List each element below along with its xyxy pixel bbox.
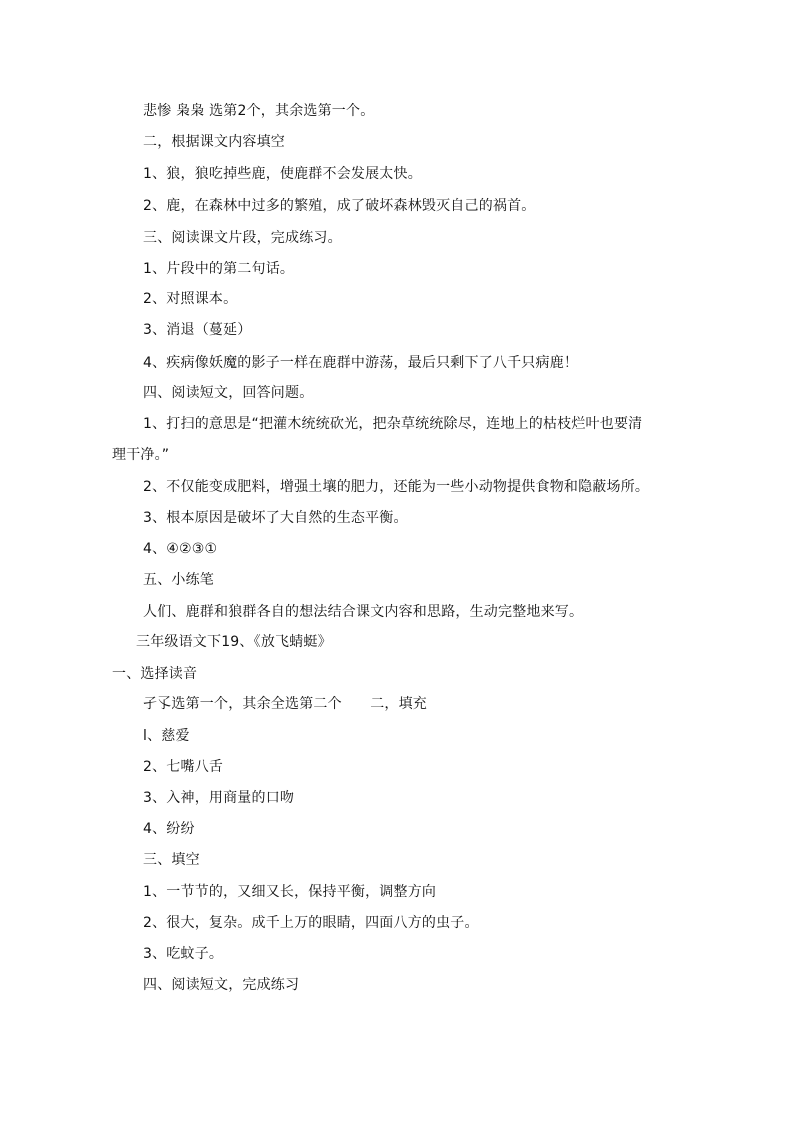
section-heading-2: 二，根据课文内容填空 xyxy=(143,134,285,150)
section-heading-1b: 一、选择读音 xyxy=(112,666,198,682)
answer-line-3-1: 1、片段中的第二句话。 xyxy=(143,261,295,277)
answer-line-4-2: 2、不仅能变成肥料，增强土壤的肥力，还能为一些小动物提供食物和隐蔽场所。 xyxy=(143,479,650,495)
answer-line-3b-2: 2、很大，复杂。成千上万的眼睛，四面八方的虫子。 xyxy=(143,915,479,931)
answer-line-3-4: 4、疾病像妖魔的影子一样在鹿群中游荡，最后只剩下了八千只病鹿！ xyxy=(143,355,579,371)
section-heading-4b: 四、阅读短文，完成练习 xyxy=(143,977,300,993)
section-heading-3b: 三、填空 xyxy=(143,852,200,868)
answer-line-3-2: 2、对照课本。 xyxy=(143,291,238,307)
answer-line-2-1: 1、狼，狼吃掉些鹿，使鹿群不会发展太快。 xyxy=(143,166,422,182)
section-heading-5: 五、小练笔 xyxy=(143,572,214,588)
answer-line-2-2: 2、鹿，在森林中过多的繁殖，成了破坏森林毁灭自己的祸首。 xyxy=(143,198,536,214)
answer-line-1b: 孑孓选第一个，其余全选第二个 二，填充 xyxy=(143,696,427,712)
answer-line-4-4: 4、④②③① xyxy=(143,541,218,557)
section-heading-3: 三、阅读课文片段，完成练习。 xyxy=(143,230,342,246)
answer-line-3b-1: 1、一节节的，又细又长，保持平衡，调整方向 xyxy=(143,884,437,900)
answer-line-3b-3: 3、吃蚊子。 xyxy=(143,946,224,962)
answer-line-4-1-cont: 理干净。” xyxy=(112,447,170,463)
answer-line-4-3: 3、根本原因是破坏了大自然的生态平衡。 xyxy=(143,510,408,526)
section-heading-4: 四、阅读短文，回答问题。 xyxy=(143,385,314,401)
answer-line-2b-1: l、慈爱 xyxy=(143,728,190,744)
lesson-title: 三年级语文下19、《放飞蜻蜓》 xyxy=(136,634,332,650)
answer-line-1: 悲惨 枭枭 选第2个，其余选第一个。 xyxy=(143,103,375,119)
answer-line-3-3: 3、消退（蔓延） xyxy=(143,322,252,338)
answer-line-2b-4: 4、纷纷 xyxy=(143,821,195,837)
answer-line-4-1: 1、打扫的意思是“把灌木统统砍光，把杂草统统除尽，连地上的枯枝烂叶也要清 xyxy=(143,416,643,432)
answer-line-2b-2: 2、七嘴八舌 xyxy=(143,759,224,775)
answer-line-2b-3: 3、入神，用商量的口吻 xyxy=(143,790,295,806)
answer-line-5: 人们、鹿群和狼群各自的想法结合课文内容和思路，生动完整地来写。 xyxy=(143,604,584,620)
